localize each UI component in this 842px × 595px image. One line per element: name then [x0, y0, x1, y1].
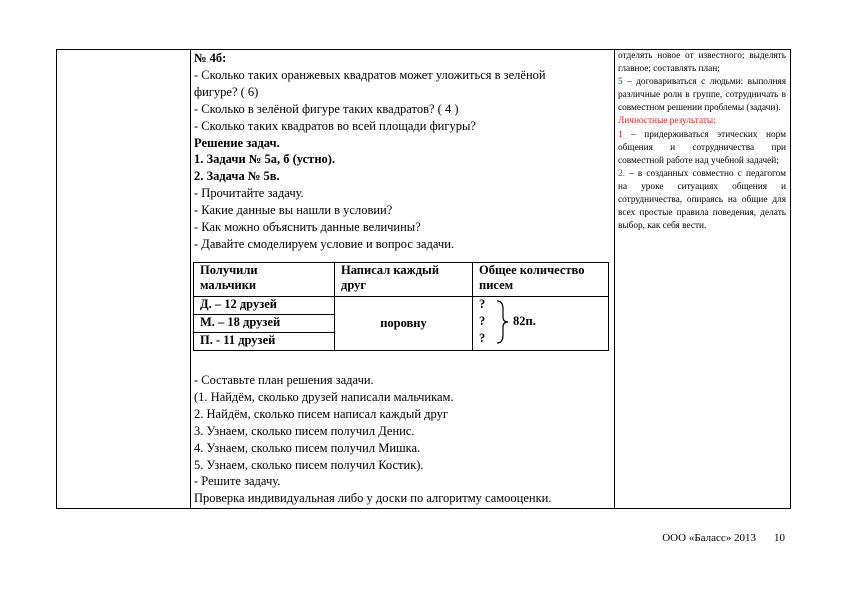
header-text: писем — [479, 278, 514, 292]
prompt-3: - Как можно объяснить данные величины? — [194, 220, 421, 235]
personal-results-heading: Личностные результаты: — [618, 116, 716, 127]
header-text: мальчики — [200, 278, 257, 292]
question-2: - Сколько в зелёной фигуре таких квадратов? ( 4 ) — [194, 101, 459, 116]
question-mark: ? — [479, 297, 486, 311]
task-2: 2. Задача № 5в. — [194, 169, 280, 184]
plan-step: 4. Узнаем, сколько писем получил Мишка. — [194, 440, 421, 455]
total-letters: 82п. — [513, 314, 536, 328]
plan-step: (1. Найдём, сколько друзей написали мальчикам. — [194, 389, 454, 404]
outcome-text: – придерживаться этических норм общения и сотрудничества при совместной работе над учебной задачей; — [618, 129, 786, 166]
plan-step: 3. Узнаем, сколько писем получил Денис. — [194, 423, 415, 438]
lesson-table — [56, 49, 791, 509]
learning-outcomes — [618, 50, 786, 233]
header-total — [473, 263, 609, 297]
plan-step: 2. Найдём, сколько писем написал каждый друг — [194, 406, 448, 421]
boy-row: П. - 11 друзей — [200, 333, 276, 347]
outcome-text: – договариваться с людьми: выполняя различные роли в группе, сотрудничать в совместном решении проблемы (задачи). — [618, 77, 786, 114]
outcome-number: 1 — [618, 129, 623, 140]
solution-plan — [190, 372, 551, 507]
solution-heading: Решение задач. — [194, 135, 280, 150]
outcome-5 — [618, 76, 786, 115]
equal-text: поровну — [380, 316, 427, 330]
question-1-cont: фигуре? ( 6) — [194, 84, 259, 99]
total-cell — [473, 297, 609, 351]
column-divider — [614, 50, 615, 508]
page-footer — [644, 532, 785, 544]
header-text: друг — [341, 278, 367, 292]
outcome-number: 5 — [618, 77, 623, 88]
brace-icon — [495, 299, 509, 345]
header-wrote — [335, 263, 473, 297]
header-text: Получили — [200, 263, 258, 277]
equal-cell — [335, 297, 473, 351]
question-1: - Сколько таких оранжевых квадратов может уложиться в зелёной — [194, 67, 546, 82]
question-3: - Сколько таких квадратов во всей площади фигуры? — [194, 118, 476, 133]
outcome-number: 2. — [618, 168, 625, 179]
task-1: 1. Задачи № 5а, б (устно). — [194, 152, 336, 167]
outcome-text: отделять новое от известного; выделять главное; составлять план; — [618, 51, 786, 75]
header-text: Общее количество — [479, 263, 585, 277]
model-table — [193, 262, 609, 351]
publisher: ООО «Баласс» 2013 — [662, 532, 756, 544]
boy-row: Д. – 12 друзей — [194, 297, 334, 315]
plan-step: 5. Узнаем, сколько писем получил Костик). — [194, 457, 424, 472]
plan-step: Проверка индивидуальная либо у доски по алгоритму самооценки. — [194, 491, 552, 506]
header-text: Написал каждый — [341, 263, 440, 277]
prompt-2: - Какие данные вы нашли в условии? — [194, 203, 393, 218]
question-mark: ? — [479, 314, 486, 328]
outcome-1 — [618, 129, 786, 168]
boy-row: М. – 18 друзей — [194, 315, 334, 333]
prompt-4: - Давайте смоделируем условие и вопрос задачи. — [194, 236, 455, 251]
boys-cell — [194, 297, 335, 351]
header-received — [194, 263, 335, 297]
outcome-text: – в созданных совместно с педагогом на уроке ситуациях общения и сотрудничества, опираясь на общие для всех простые правила поведения, делать выбор, как себя вести. — [618, 168, 786, 232]
lesson-content — [190, 50, 614, 253]
plan-step: - Решите задачу. — [194, 474, 281, 489]
prompt-1: - Прочитайте задачу. — [194, 186, 304, 201]
outcome-2 — [618, 168, 786, 233]
exercise-heading: № 4б: — [194, 51, 227, 65]
page-number: 10 — [774, 532, 785, 544]
plan-step: - Составьте план решения задачи. — [194, 373, 374, 387]
question-mark: ? — [479, 331, 486, 345]
